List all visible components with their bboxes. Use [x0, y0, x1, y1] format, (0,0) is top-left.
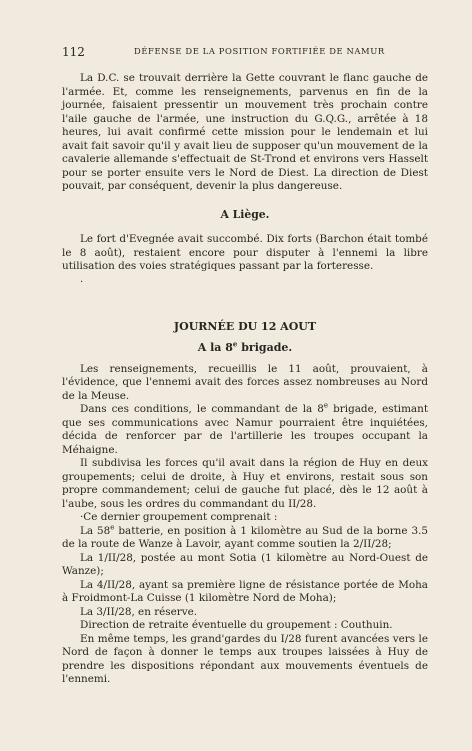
paragraph-groupement: ·Ce dernier groupement comprenait :: [80, 511, 278, 523]
paragraph-forts: Le fort d'Evegnée avait succombé. Dix forts (Barchon était tombé le 8 août), restaient encore pour disputer à l'ennemi la libre utilisation des voies stratégiques passant par la forteresse.: [62, 233, 428, 272]
heading-journee: JOURNÉE DU 12 AOUT: [173, 319, 317, 333]
page-header: [62, 45, 432, 59]
paragraph-1-ii-28: La 1/II/28, postée au mont Sotia (1 kilomètre au Nord-Ouest de Wanze);: [62, 551, 428, 577]
paragraph-grandgardes: En même temps, les grand'gardes du I/28 furent avancées vers le Nord de façon à donner le temps aux troupes laissées à Huy de prendre les dispositions répondant aux mouvements éventuels de l'ennemi.: [62, 632, 428, 685]
stray-mark: .: [80, 273, 84, 285]
paragraph-dc: La D.C. se trouvait derrière la Gette couvrant le flanc gauche de l'armée. Et, comme les renseignements, parvenus en fin de la journée, faisaient pressentir un mouvement très prochain contre l'aile gauche de l'armée, une instruction du G.Q.G., arrêtée à 18 heures, lui avait confirmé cette mission pour le lendemain et lui avait fait savoir qu'il y avait lieu de supposer qu'un mouvement de la cavalerie allemande s'effectuait de St-Trond et environs vers Hasselt pour se porter ensuite vers le Nord de Diest. La direction de Diest pouvait, par conséquent, devenir la plus dangereuse.: [62, 72, 428, 192]
heading-brigade: A la 8e brigade.: [197, 339, 293, 354]
paragraph-4-ii-28: La 4/II/28, ayant sa première ligne de résistance portée de Moha à Froidmont-La Cuisse (1 kilomètre Nord de Moha);: [62, 578, 428, 604]
paragraph-conditions: Dans ces conditions, le commandant de la 8e brigade, estimant que ses communications avec Namur pourraient être inquiétées, décida de renforcer par de l'artillerie les troupes occupant la Méhaigne.: [62, 401, 428, 456]
running-title: DÉFENSE DE LA POSITION FORTIFIÉE DE NAMUR: [134, 46, 385, 56]
paragraph-3-ii-28: La 3/II/28, en réserve.: [80, 605, 198, 618]
paragraph-renseignements: Les renseignements, recueillis le 11 août, prouvaient, à l'évidence, que l'ennemi avait des forces assez nombreuses au Nord de la Meuse.: [62, 362, 428, 402]
paragraph-subdivisa: Il subdivisa les forces qu'il avait dans la région de Huy en deux groupements; celui de droite, à Huy et environs, restait sous son propre commandement; celui de gauche fut placé, dès le 12 août à l'aube, sous les ordres du commandant du II/28.: [62, 457, 428, 510]
heading-liege: A Liège.: [220, 207, 270, 221]
paragraph-batterie: La 58e batterie, en position à 1 kilomètre au Sud de la borne 3.5 de la route de Wanze à Lavoir, ayant comme soutien la 2/II/28;: [62, 523, 429, 550]
paragraph-retraite: Direction de retraite éventuelle du groupement : Couthuin.: [80, 619, 393, 631]
page-body: [62, 72, 428, 687]
page-number: 112: [62, 45, 85, 59]
